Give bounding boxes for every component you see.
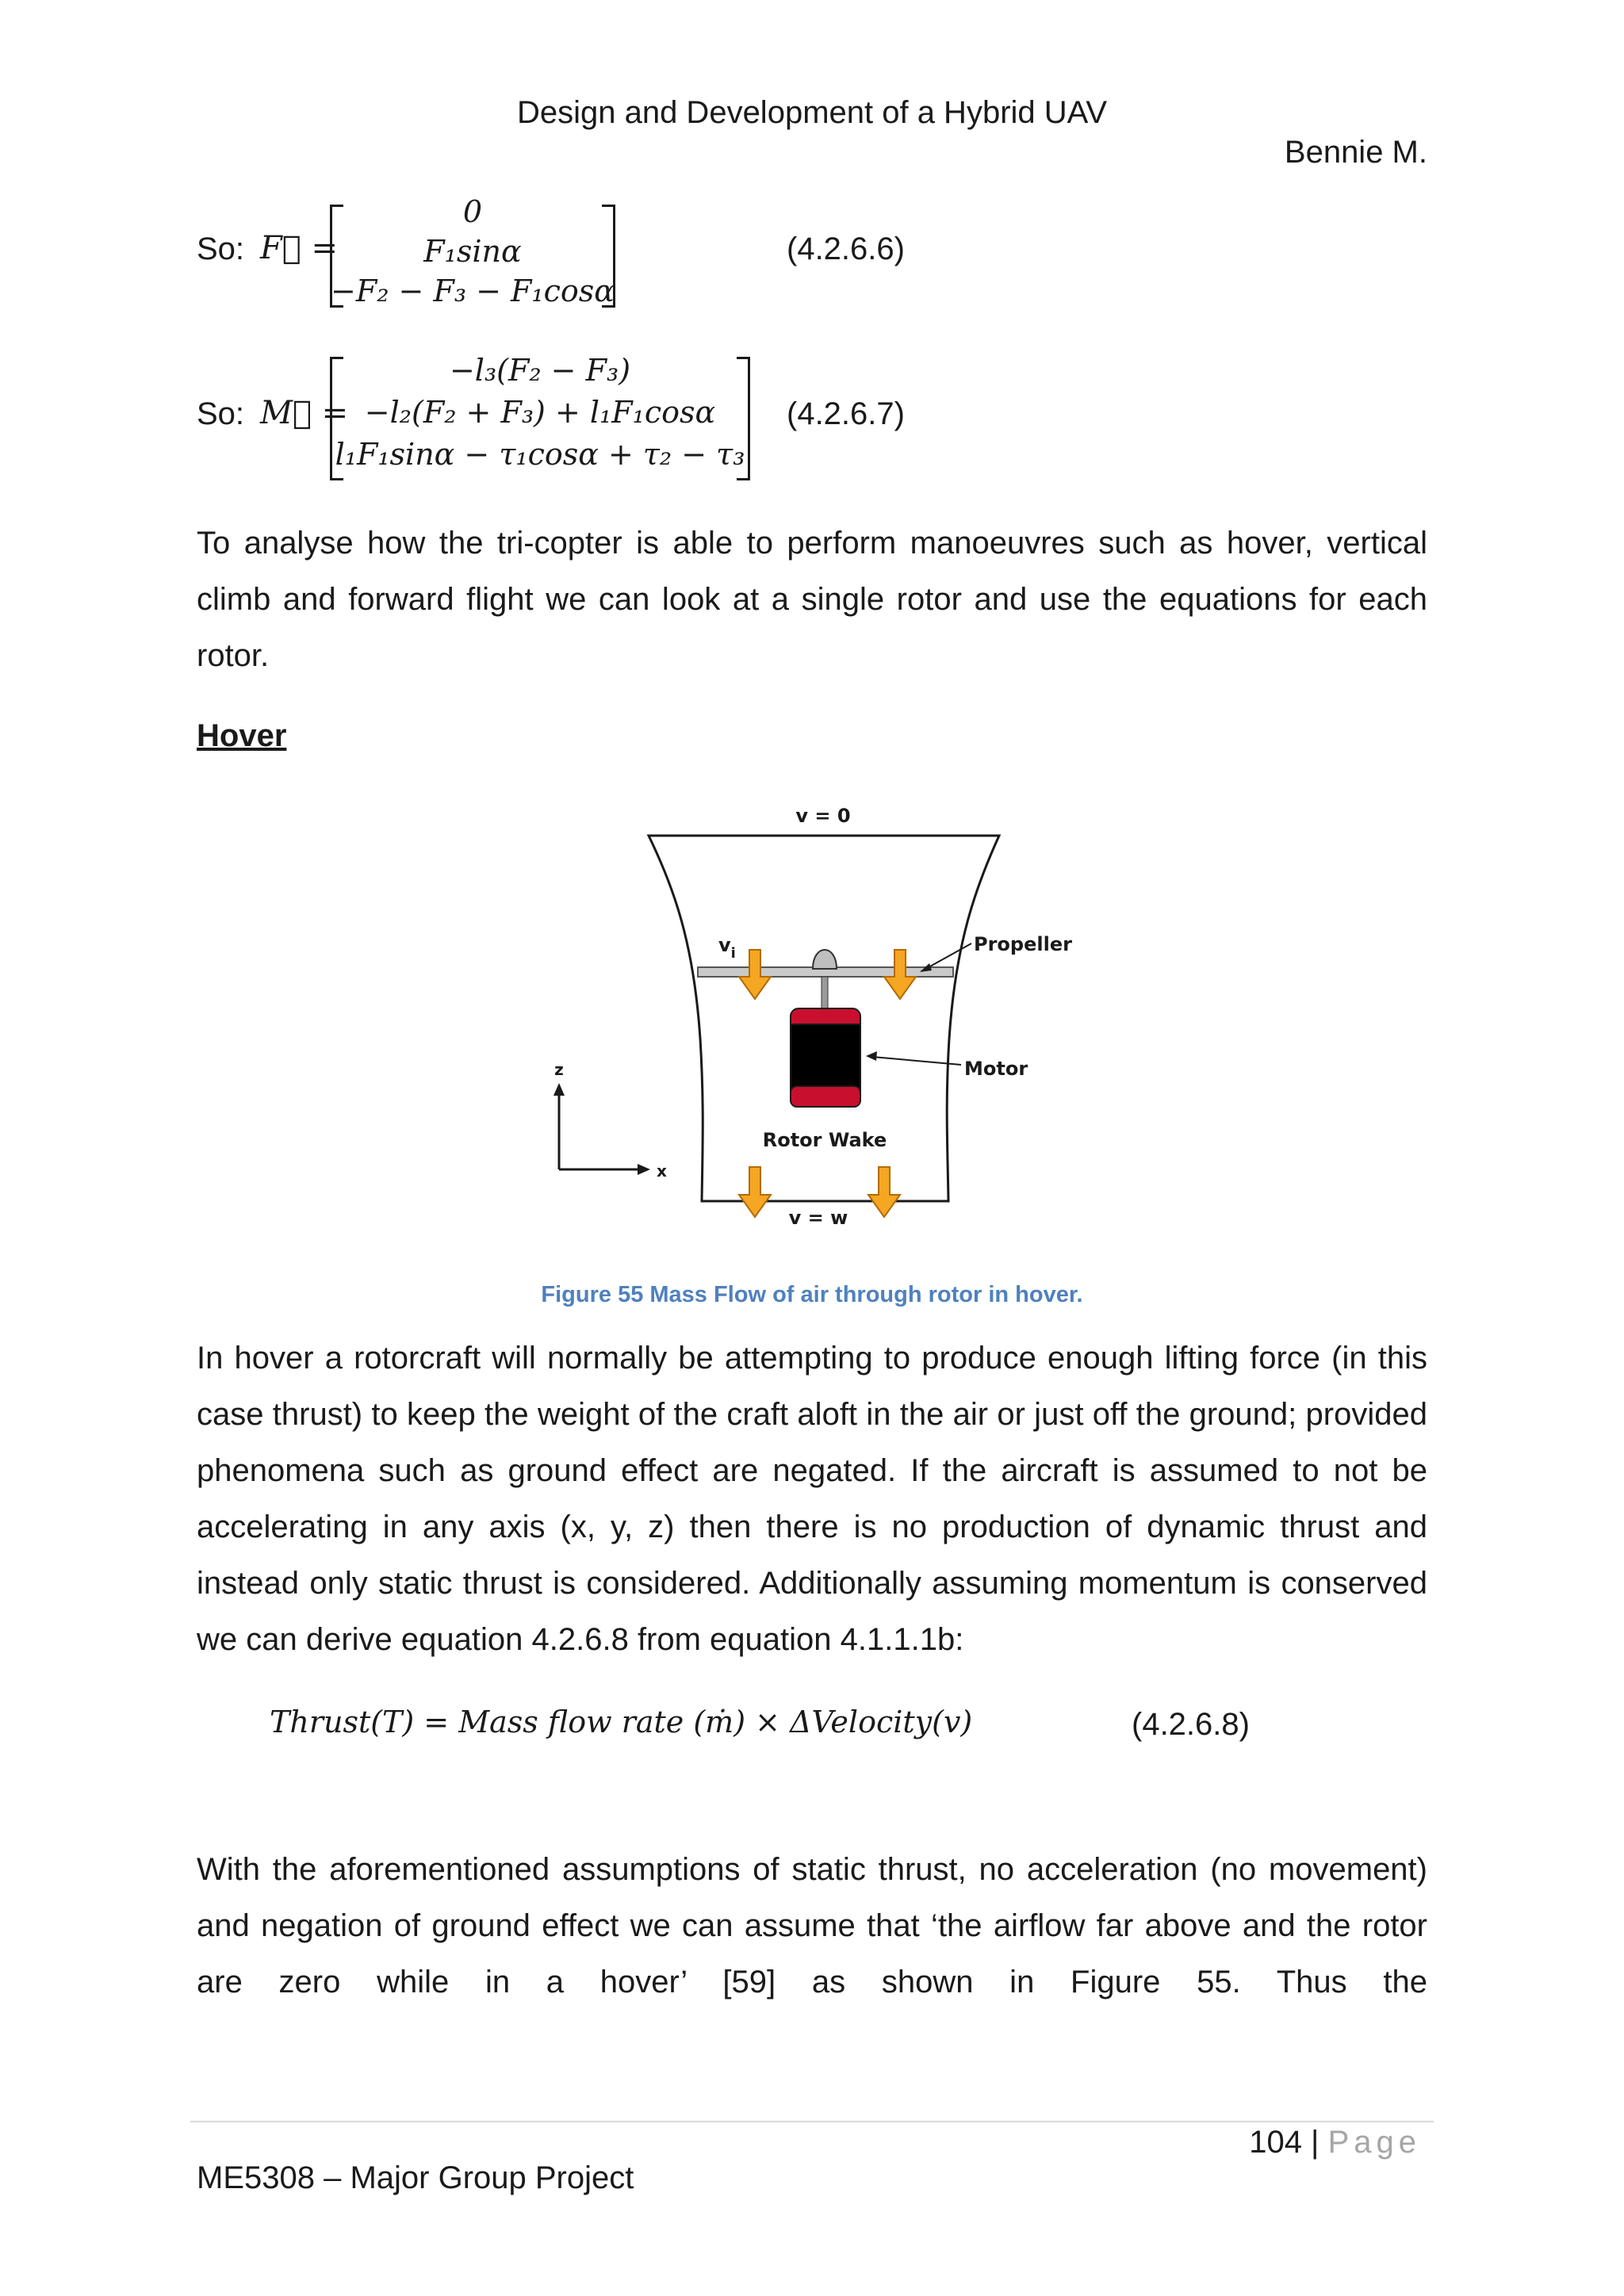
axis-z-label: z bbox=[554, 1060, 564, 1079]
label-rotor-wake: Rotor Wake bbox=[762, 1129, 887, 1151]
matrix-row: 0 bbox=[462, 194, 483, 229]
footer-divider bbox=[190, 2121, 1434, 2122]
footer-project: ME5308 – Major Group Project bbox=[197, 2160, 634, 2195]
label-propeller: Propeller bbox=[974, 933, 1072, 955]
page-number-value: 104 | bbox=[1249, 2125, 1320, 2160]
eq-moment-matrix bbox=[330, 349, 750, 480]
header-author: Bennie M. bbox=[1284, 135, 1427, 170]
section-heading-hover: Hover bbox=[197, 718, 287, 753]
rotor-figure bbox=[523, 801, 1110, 1245]
motor-leader-arrowhead bbox=[866, 1051, 877, 1061]
page-number bbox=[1249, 2125, 1421, 2160]
eq-moment-prefix: So: bbox=[197, 396, 245, 431]
matrix-row: l₁F₁sinα − τ₁cosα + τ₂ − τ₃ bbox=[335, 437, 745, 472]
label-v0: v = 0 bbox=[795, 805, 851, 827]
wake-arrow bbox=[868, 1167, 900, 1217]
figure-caption: Figure 55 Mass Flow of air through rotor in hover. bbox=[541, 1282, 1083, 1307]
right-bracket bbox=[602, 205, 615, 308]
paragraph-assumptions-text: With the aforementioned assumptions of static thrust, no acceleration (no movement) and negation of ground effect we can assume that ‘the airflow far above and the rotor are zero while in a hover’ [59] as shown in Figure 55. Thus the bbox=[197, 1852, 1427, 1999]
motor-shaft bbox=[822, 977, 828, 1010]
page-word: Page bbox=[1327, 2125, 1421, 2160]
paragraph-hover bbox=[197, 1330, 1427, 1668]
eq-force-label: (4.2.6.6) bbox=[787, 232, 905, 266]
axis-z-arrowhead bbox=[553, 1083, 565, 1096]
label-vi: $v_i$ bbox=[718, 934, 736, 962]
paragraph-intro-text: To analyse how the tri-copter is able to perform manoeuvres such as hover, vertical climb and forward flight we can look at a single rotor and use the equations for each rotor. bbox=[197, 526, 1427, 673]
eq-moment-symbol: M⃗ = bbox=[260, 395, 349, 431]
matrix-row: −l₃(F₂ − F₃) bbox=[449, 353, 631, 388]
right-bracket bbox=[737, 357, 750, 480]
equation-moment bbox=[197, 349, 910, 484]
eq-force-prefix: So: bbox=[197, 232, 245, 266]
paragraph-intro bbox=[197, 515, 1427, 684]
matrix-row: −l₂(F₂ + F₃) + l₁F₁cosα bbox=[364, 395, 716, 430]
eq-force-matrix bbox=[330, 190, 615, 309]
motor bbox=[791, 1008, 860, 1107]
label-vw: v = w bbox=[788, 1207, 848, 1229]
matrix-row: F₁sinα bbox=[423, 234, 522, 269]
wake-arrow bbox=[739, 1167, 771, 1217]
axis-x-label: x bbox=[657, 1161, 667, 1181]
paragraph-hover-text: In hover a rotorcraft will normally be attempting to produce enough lifting force (in this case thrust) to keep the weight of the craft aloft in the air or just off the ground; provided phenomena such as ground effect are negated. If the aircraft is assumed to not be accelerating in any axis (x, y, z) then there is no production of dynamic thrust and instead only static thrust is considered. Additionally assuming momentum is conserved we can derive equation 4.2.6.8 from equation 4.1.1.1b: bbox=[197, 1341, 1427, 1657]
eq-moment-label: (4.2.6.7) bbox=[787, 396, 905, 431]
equation-force bbox=[197, 190, 910, 317]
axis-x-arrowhead bbox=[638, 1164, 650, 1175]
eq-force-symbol: F⃗ = bbox=[260, 230, 338, 266]
propeller-hub bbox=[813, 950, 837, 969]
equation-thrust-label: (4.2.6.8) bbox=[1132, 1707, 1250, 1742]
label-motor: Motor bbox=[964, 1058, 1028, 1080]
header-title: Design and Development of a Hybrid UAV bbox=[516, 95, 1108, 130]
paragraph-assumptions bbox=[197, 1842, 1427, 2011]
equation-thrust: Thrust(T) = Mass flow rate (ṁ) × ΔVelocity(v) bbox=[270, 1705, 973, 1739]
matrix-row: −F₂ − F₃ − F₁cosα bbox=[331, 274, 615, 308]
